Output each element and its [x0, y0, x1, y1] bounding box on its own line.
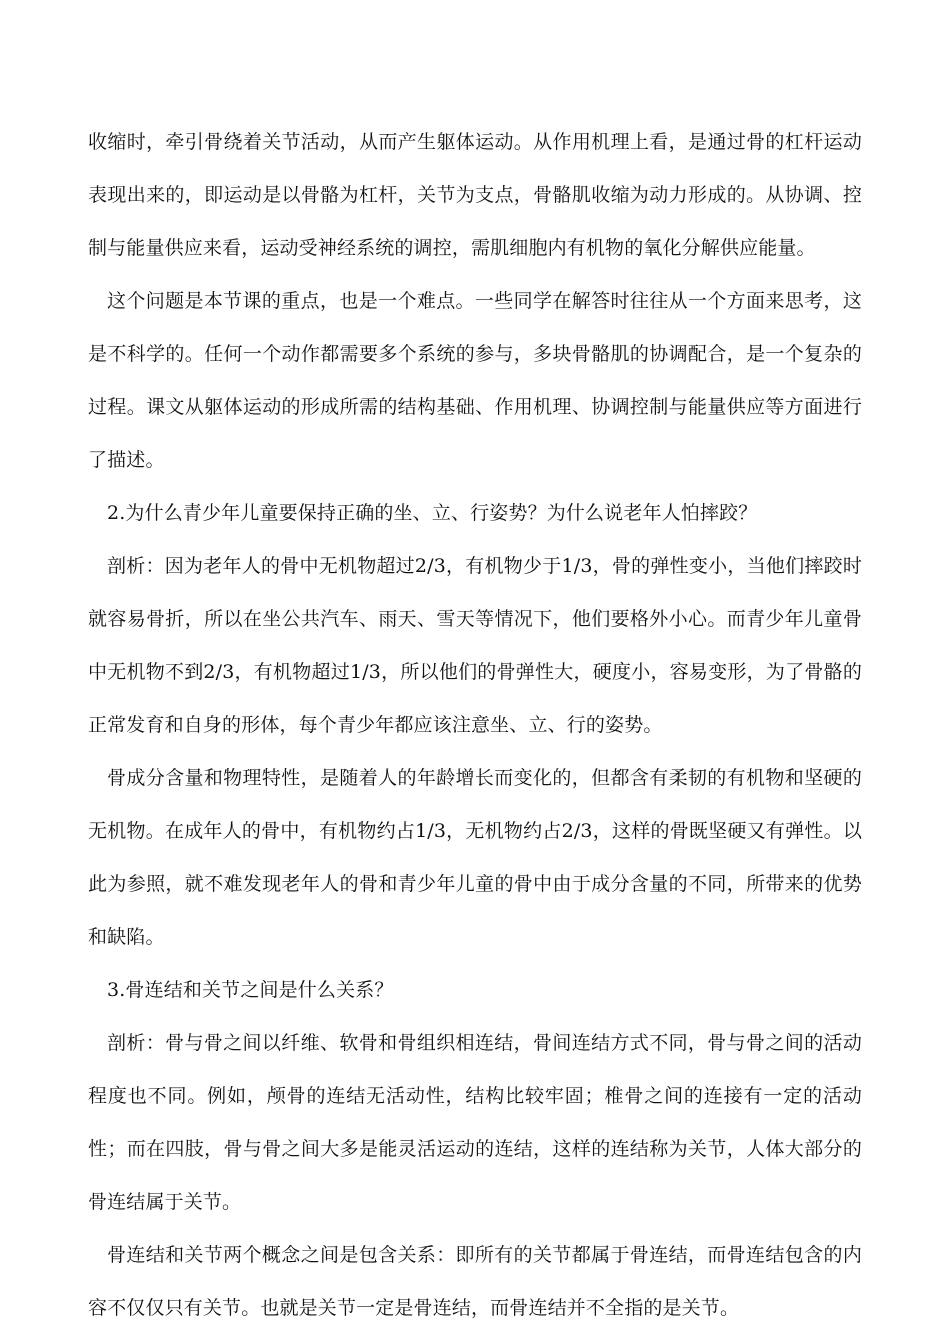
- question-2: 2.为什么青少年儿童要保持正确的坐、立、行姿势？为什么说老年人怕摔跤？: [107, 502, 758, 524]
- paragraph-relationship: 骨连结和关节两个概念之间是包含关系：即所有的关节都属于骨连结，而骨连结包含的内容不仅仅只有关节。也就是关节一定是骨连结，而骨连结并不全指的是关节。: [88, 1244, 862, 1319]
- paragraph-key-point: 这个问题是本节课的重点，也是一个难点。一些同学在解答时往往从一个方面来思考，这是不科学的。任何一个动作都需要多个系统的参与，多块骨骼肌的协调配合，是一个复杂的过程。课文从躯体运动的形成所需的结构基础、作用机理、协调控制与能量供应等方面进行了描述。: [88, 290, 862, 471]
- paragraph-bone-composition: 骨成分含量和物理特性，是随着人的年龄增长而变化的，但都含有柔韧的有机物和坚硬的无机物。在成年人的骨中，有机物约占1/3，无机物约占2/3，这样的骨既坚硬又有弹性。以此为参照，就不难发现老年人的骨和青少年儿童的骨中由于成分含量的不同，所带来的优势和缺陷。: [88, 767, 862, 948]
- analysis-3: 剖析：骨与骨之间以纤维、软骨和骨组织相连结，骨间连结方式不同，骨与骨之间的活动程度也不同。例如，颅骨的连结无活动性，结构比较牢固；椎骨之间的连接有一定的活动性；而在四肢，骨与骨之间大多是能灵活运动的连结，这样的连结称为关节，人体大部分的骨连结属于关节。: [88, 1032, 862, 1213]
- question-3: 3.骨连结和关节之间是什么关系？: [107, 979, 394, 1001]
- analysis-2: 剖析：因为老年人的骨中无机物超过2/3，有机物少于1/3，骨的弹性变小，当他们摔跤时就容易骨折，所以在坐公共汽车、雨天、雪天等情况下，他们要格外小心。而青少年儿童骨中无机物不到2/3，有机物超过1/3，所以他们的骨弹性大，硬度小，容易变形，为了骨骼的正常发育和自身的形体，每个青少年都应该注意坐、立、行的姿势。: [88, 555, 862, 736]
- paragraph-continuation: 收缩时，牵引骨绕着关节活动，从而产生躯体运动。从作用机理上看，是通过骨的杠杆运动表现出来的，即运动是以骨骼为杠杆，关节为支点，骨骼肌收缩为动力形成的。从协调、控制与能量供应来看，运动受神经系统的调控，需肌细胞内有机物的氧化分解供应能量。: [88, 131, 862, 259]
- body-text: [88, 116, 862, 1335]
